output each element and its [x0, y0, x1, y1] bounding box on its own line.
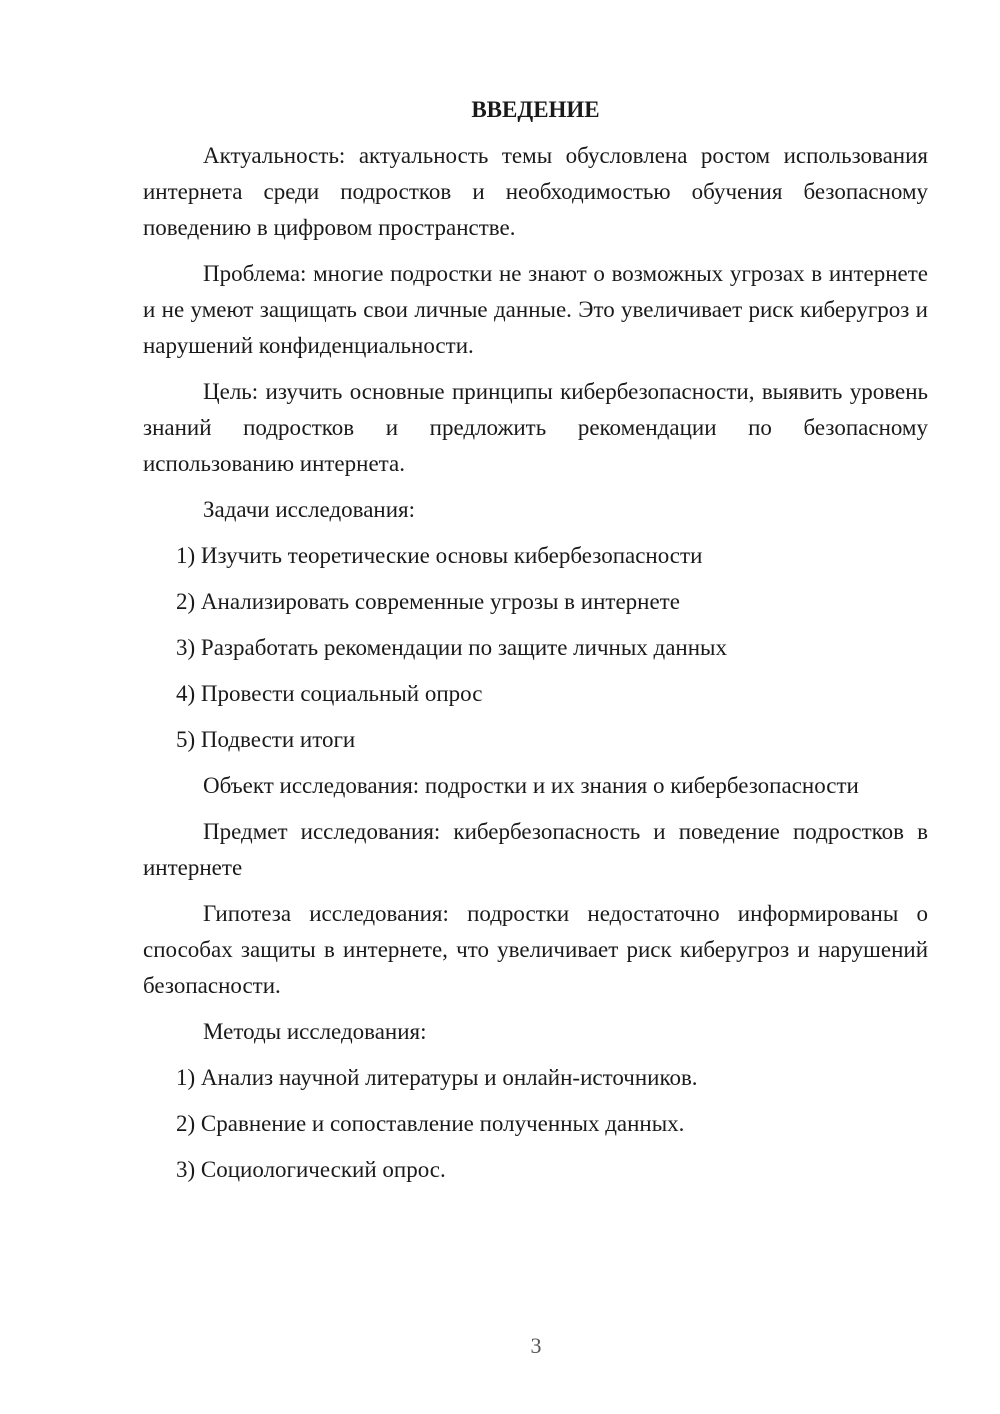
list-item: 1) Анализ научной литературы и онлайн-источников. — [176, 1065, 698, 1090]
document-body — [143, 92, 928, 1198]
list-item: 5) Подвести итоги — [176, 727, 356, 752]
problem-paragraph: Проблема: многие подростки не знают о возможных угрозах в интернете и не умеют защищать свои личные данные. Это увеличивает риск киберугроз и нарушений конфиденциальности. — [143, 261, 928, 358]
tasks-heading: Задачи исследования: — [203, 497, 416, 522]
methods-heading: Методы исследования: — [203, 1019, 427, 1044]
list-item: 3) Социологический опрос. — [176, 1157, 446, 1182]
methods-list — [143, 1060, 928, 1188]
section-title: ВВЕДЕНИЕ — [471, 97, 600, 122]
list-item: 2) Сравнение и сопоставление полученных данных. — [176, 1111, 685, 1136]
hypothesis-paragraph: Гипотеза исследования: подростки недостаточно информированы о способах защиты в интернете, что увеличивает риск киберугроз и нарушений безопасности. — [143, 901, 928, 998]
relevance-paragraph: Актуальность: актуальность темы обусловлена ростом использования интернета среди подростков и необходимостью обучения безопасному поведению в цифровом пространстве. — [143, 143, 928, 240]
list-item: 1) Изучить теоретические основы кибербезопасности — [176, 543, 703, 568]
list-item: 2) Анализировать современные угрозы в интернете — [176, 589, 680, 614]
subject-paragraph: Предмет исследования: кибербезопасность и поведение подростков в интернете — [143, 819, 928, 880]
object-paragraph: Объект исследования: подростки и их знания о кибербезопасности — [203, 773, 859, 798]
goal-paragraph: Цель: изучить основные принципы кибербезопасности, выявить уровень знаний подростков и предложить рекомендации по безопасному использованию интернета. — [143, 379, 928, 476]
page-number: 3 — [530, 1333, 542, 1358]
list-item: 4) Провести социальный опрос — [176, 681, 483, 706]
tasks-list — [143, 538, 928, 758]
list-item: 3) Разработать рекомендации по защите личных данных — [176, 635, 728, 660]
